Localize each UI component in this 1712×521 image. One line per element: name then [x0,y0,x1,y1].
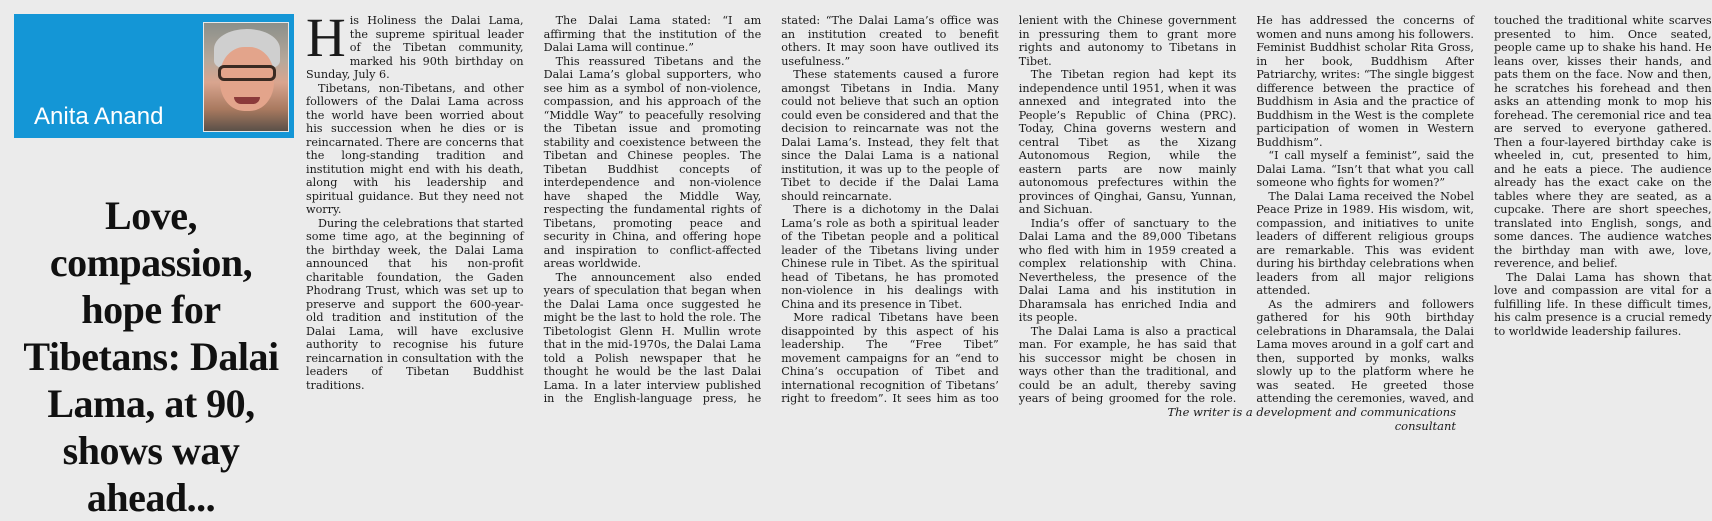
article-paragraph: The Tibetan region had kept its independence until 1951, when it was annexed and integrated into the People’s Republic of China (PRC). Today, China governs western and central Tibet as the Xizang Autonomous Region, while the eastern parts are now mainly autonomous prefectures within the provinces of Qinghai, Gansu, Yunnan, and Sichuan. [1018,68,1237,216]
article-body [306,7,1712,410]
article-paragraph: Tibetans, non-Tibetans, and other followers of the Dalai Lama across the world have been worried about his succession when he dies or is reincarnated. There are concerns that the long-standing tradition and institution might end with his death, along with his leadership and spiritual guidance. But they need not worry. [306,81,524,216]
author-name: Anita Anand [34,103,164,130]
writer-note: The writer is a development and communications consultant [1167,405,1456,433]
article-paragraph: During the celebrations that started some time ago, at the beginning of the birthday week, the Dalai Lama announced that his non-profit charitable foundation, the Gaden Phodrang Trust, which was set up to preserve and support the 600-year-old tradition and institution of the Dalai Lama, will have exclusive authority to recognise his future reincarnation in consultation with the leaders of Tibetan Buddhist traditions. [306,216,524,392]
left-panel [0,0,298,520]
article-paragraph: His Holiness the Dalai Lama, the supreme spiritual leader of the Tibetan community, marked his 90th birthday on Sunday, July 6. [306,7,524,81]
article-paragraph: “I call myself a feminist”, said the Dalai Lama. “Isn’t that what you call someone who fights for women?” [1256,149,1474,189]
article-paragraph: The Dalai Lama received the Nobel Peace Prize in 1989. His wisdom, wit, compassion, and initiatives to unite leaders of different religious groups are remarkable. This was evident during his birthday celebrations when leaders from all major religions attended. [1256,189,1474,297]
article-paragraph: These statements caused a furore amongst Tibetans in India. Many could not believe that such an option could even be considered and that the decision to reincarnate was not the Dalai Lama’s. Instead, they felt that since the Dalai Lama is a national institution, it was up to the people of Tibet to decide if the Dalai Lama should reincarnate. [781,68,999,203]
article-paragraph: There is a dichotomy in the Dalai Lama’s role as both a spiritual leader of the Tibetan people and a political leader of the Tibetans living under Chinese rule in Tibet. As the spiritual head of Tibetans, he has promoted non-violence in his dealings with China and its presence in Tibet. [781,203,999,311]
drop-cap: H [306,7,346,68]
author-photo [203,22,289,132]
article-paragraph: More radical Tibetans have been disappointed by this aspect of his leadership. The “Free Tibet” movement campaigns for an “end to China’s occupation of Tibet and international recognition of Tibetans’ right to freedom”. It sees him as too lenient with the Chinese government in pressuring them to grant more rights and autonomy to Tibetans in Tibet. [781,14,1237,405]
headline: Love, compassion, hope for Tibetans: Dalai Lama, at 90, shows way ahead... [23,193,279,520]
article-paragraph: As the admirers and followers gathered for his 90th birthday celebrations in Dharamsala, the Dalai Lama moves around in a golf cart and then, supported by monks, walks slowly up to the platform where he was seated. He greeted those attending the ceremonies, waved, and touched the traditional white scarves presented to him. Once seated, people came up to shake his hand. He leans over, kisses their hands, and pats them on the face. Now and then, he scratches his forehead and then asks an attending monk to mop his forehead. The ceremonial rice and tea are served to everyone gathered. Then a four-layered birthday cake is wheeled in, cut, presented to him, and he eats a piece. The audience already has the exact cake on the tables where they are seated, as a cupcake. There are short speeches, translated into English, songs, and some dances. The audience watches the birthday man with awe, love, reverence, and belief. [1256,14,1712,405]
article-paragraph: India’s offer of sanctuary to the Dalai Lama and the 89,000 Tibetans who fled with him in 1959 created a complex relationship with China. Nevertheless, the presence of the Dalai Lama and his institution in Dharamsala has enriched India and its people. [1018,216,1237,324]
article-paragraph: The Dalai Lama is also a practical man. For example, he has said that his successor might be chosen in ways other than the traditional, and could be an adult, thereby saving years of being groomed for the role. He has addressed the concerns of women and nuns among his followers. Feminist Buddhist scholar Rita Gross, in her book, Buddhism After Patriarchy, writes: “The single biggest difference between the practice of Buddhism in Asia and the practice of Buddhism in the West is the complete participation of women in Western Buddhism”. [1018,14,1474,405]
article-paragraph: This reassured Tibetans and the Dalai Lama’s global supporters, who see him as a symbol of non-violence, compassion, and his approach of the “Middle Way” to peacefully resolving the Tibetan issue and promoting stability and coexistence between the Tibetan and Chinese peoples. The Tibetan Buddhist concepts of interdependence and non-violence have shaped the Middle Way, respecting the fundamental rights of Tibetans, promoting peace and security in China, and offering hope and inspiration to conflict-affected areas worldwide. [543,54,762,270]
author-byline-box [14,14,294,138]
article-paragraph: The announcement also ended years of speculation that began when the Dalai Lama once suggested he might be the last to hold the role. The Tibetologist Glenn H. Mullin wrote that in the mid-1970s, the Dalai Lama told a Polish newspaper that he thought he would be the last Dalai Lama. In a later interview published in the English-language press, he stated: “The Dalai Lama’s office was an institution created to benefit others. It may soon have outlived its usefulness.” [543,14,999,405]
article-paragraph: The Dalai Lama stated: “I am affirming that the institution of the Dalai Lama will continue.” [543,14,762,54]
article-paragraph: The Dalai Lama has shown that love and compassion are vital for a fulfilling life. In these difficult times, his calm presence is a crucial remedy to worldwide leadership failures. [1493,270,1712,338]
